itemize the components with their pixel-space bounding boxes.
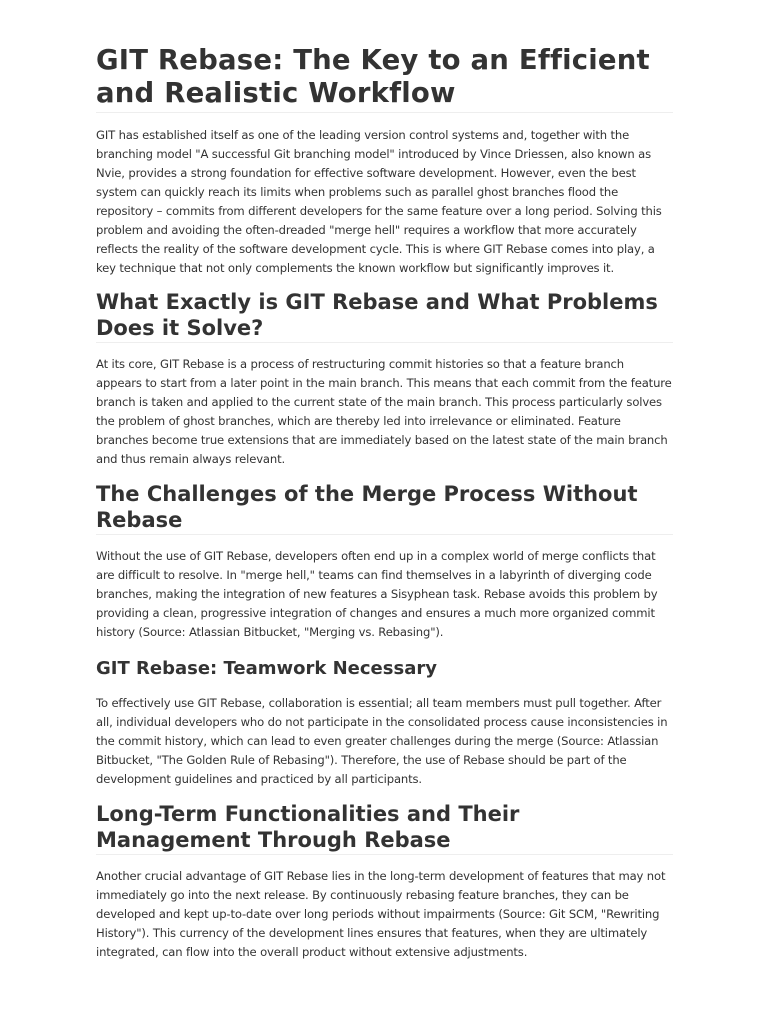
section-paragraph-merge-challenges: Without the use of GIT Rebase, developers often end up in a complex world of merge conflicts that are difficult to resolve. In "merge hell," teams can find themselves in a labyrinth of diverging code branches, making the integration of new features a Sisyphean task. Rebase avoids this problem by providing a clean, progressive integration of changes and ensures a much more organized commit history (Source: Atlassian Bitbucket, "Merging vs. Rebasing"). — [96, 549, 658, 639]
section-paragraph-long-term: Another crucial advantage of GIT Rebase lies in the long-term development of features that may not immediately go into the next release. By continuously rebasing feature branches, they can be developed and kept up-to-date over long periods without impairments (Source: Git SCM, "Rewriting History"). This currency of the development lines ensures that features, when they are ultimately integrated, can flow into the overall product without extensive adjustments. — [96, 869, 666, 959]
section-heading-teamwork: GIT Rebase: Teamwork Necessary — [96, 658, 437, 679]
section-heading-long-term: Long-Term Functionalities and Their Management Through Rebase — [96, 801, 673, 855]
section-paragraph-teamwork: To effectively use GIT Rebase, collaboration is essential; all team members must pull together. After all, individual developers who do not participate in the consolidated process cause inconsistencies in the commit history, which can lead to even greater challenges during the merge (Source: Atlassian Bitbucket, "The Golden Rule of Rebasing"). Therefore, the use of Rebase should be part of the development guidelines and practiced by all participants. — [96, 696, 668, 786]
section-paragraph-what-is-rebase: At its core, GIT Rebase is a process of restructuring commit histories so that a feature branch appears to start from a later point in the main branch. This means that each commit from the feature branch is taken and applied to the current state of the main branch. This process particularly solves the problem of ghost branches, which are thereby led into irrelevance or eliminated. Feature branches become true extensions that are immediately based on the latest state of the main branch and thus remain always relevant. — [96, 357, 672, 466]
section-heading-merge-challenges: The Challenges of the Merge Process Without Rebase — [96, 481, 673, 535]
section-heading-what-is-rebase: What Exactly is GIT Rebase and What Problems Does it Solve? — [96, 289, 673, 343]
page-title: GIT Rebase: The Key to an Efficient and Realistic Workflow — [96, 44, 673, 113]
intro-paragraph: GIT has established itself as one of the leading version control systems and, together with the branching model "A successful Git branching model" introduced by Vince Driessen, also known as Nvie, provides a strong foundation for effective software development. However, even the best system can quickly reach its limits when problems such as parallel ghost branches flood the repository – commits from different developers for the same feature over a long period. Solving this problem and avoiding the often-dreaded "merge hell" requires a workflow that more accurately reflects the reality of the software development cycle. This is where GIT Rebase comes into play, a key technique that not only complements the known workflow but significantly improves it. — [96, 128, 662, 275]
